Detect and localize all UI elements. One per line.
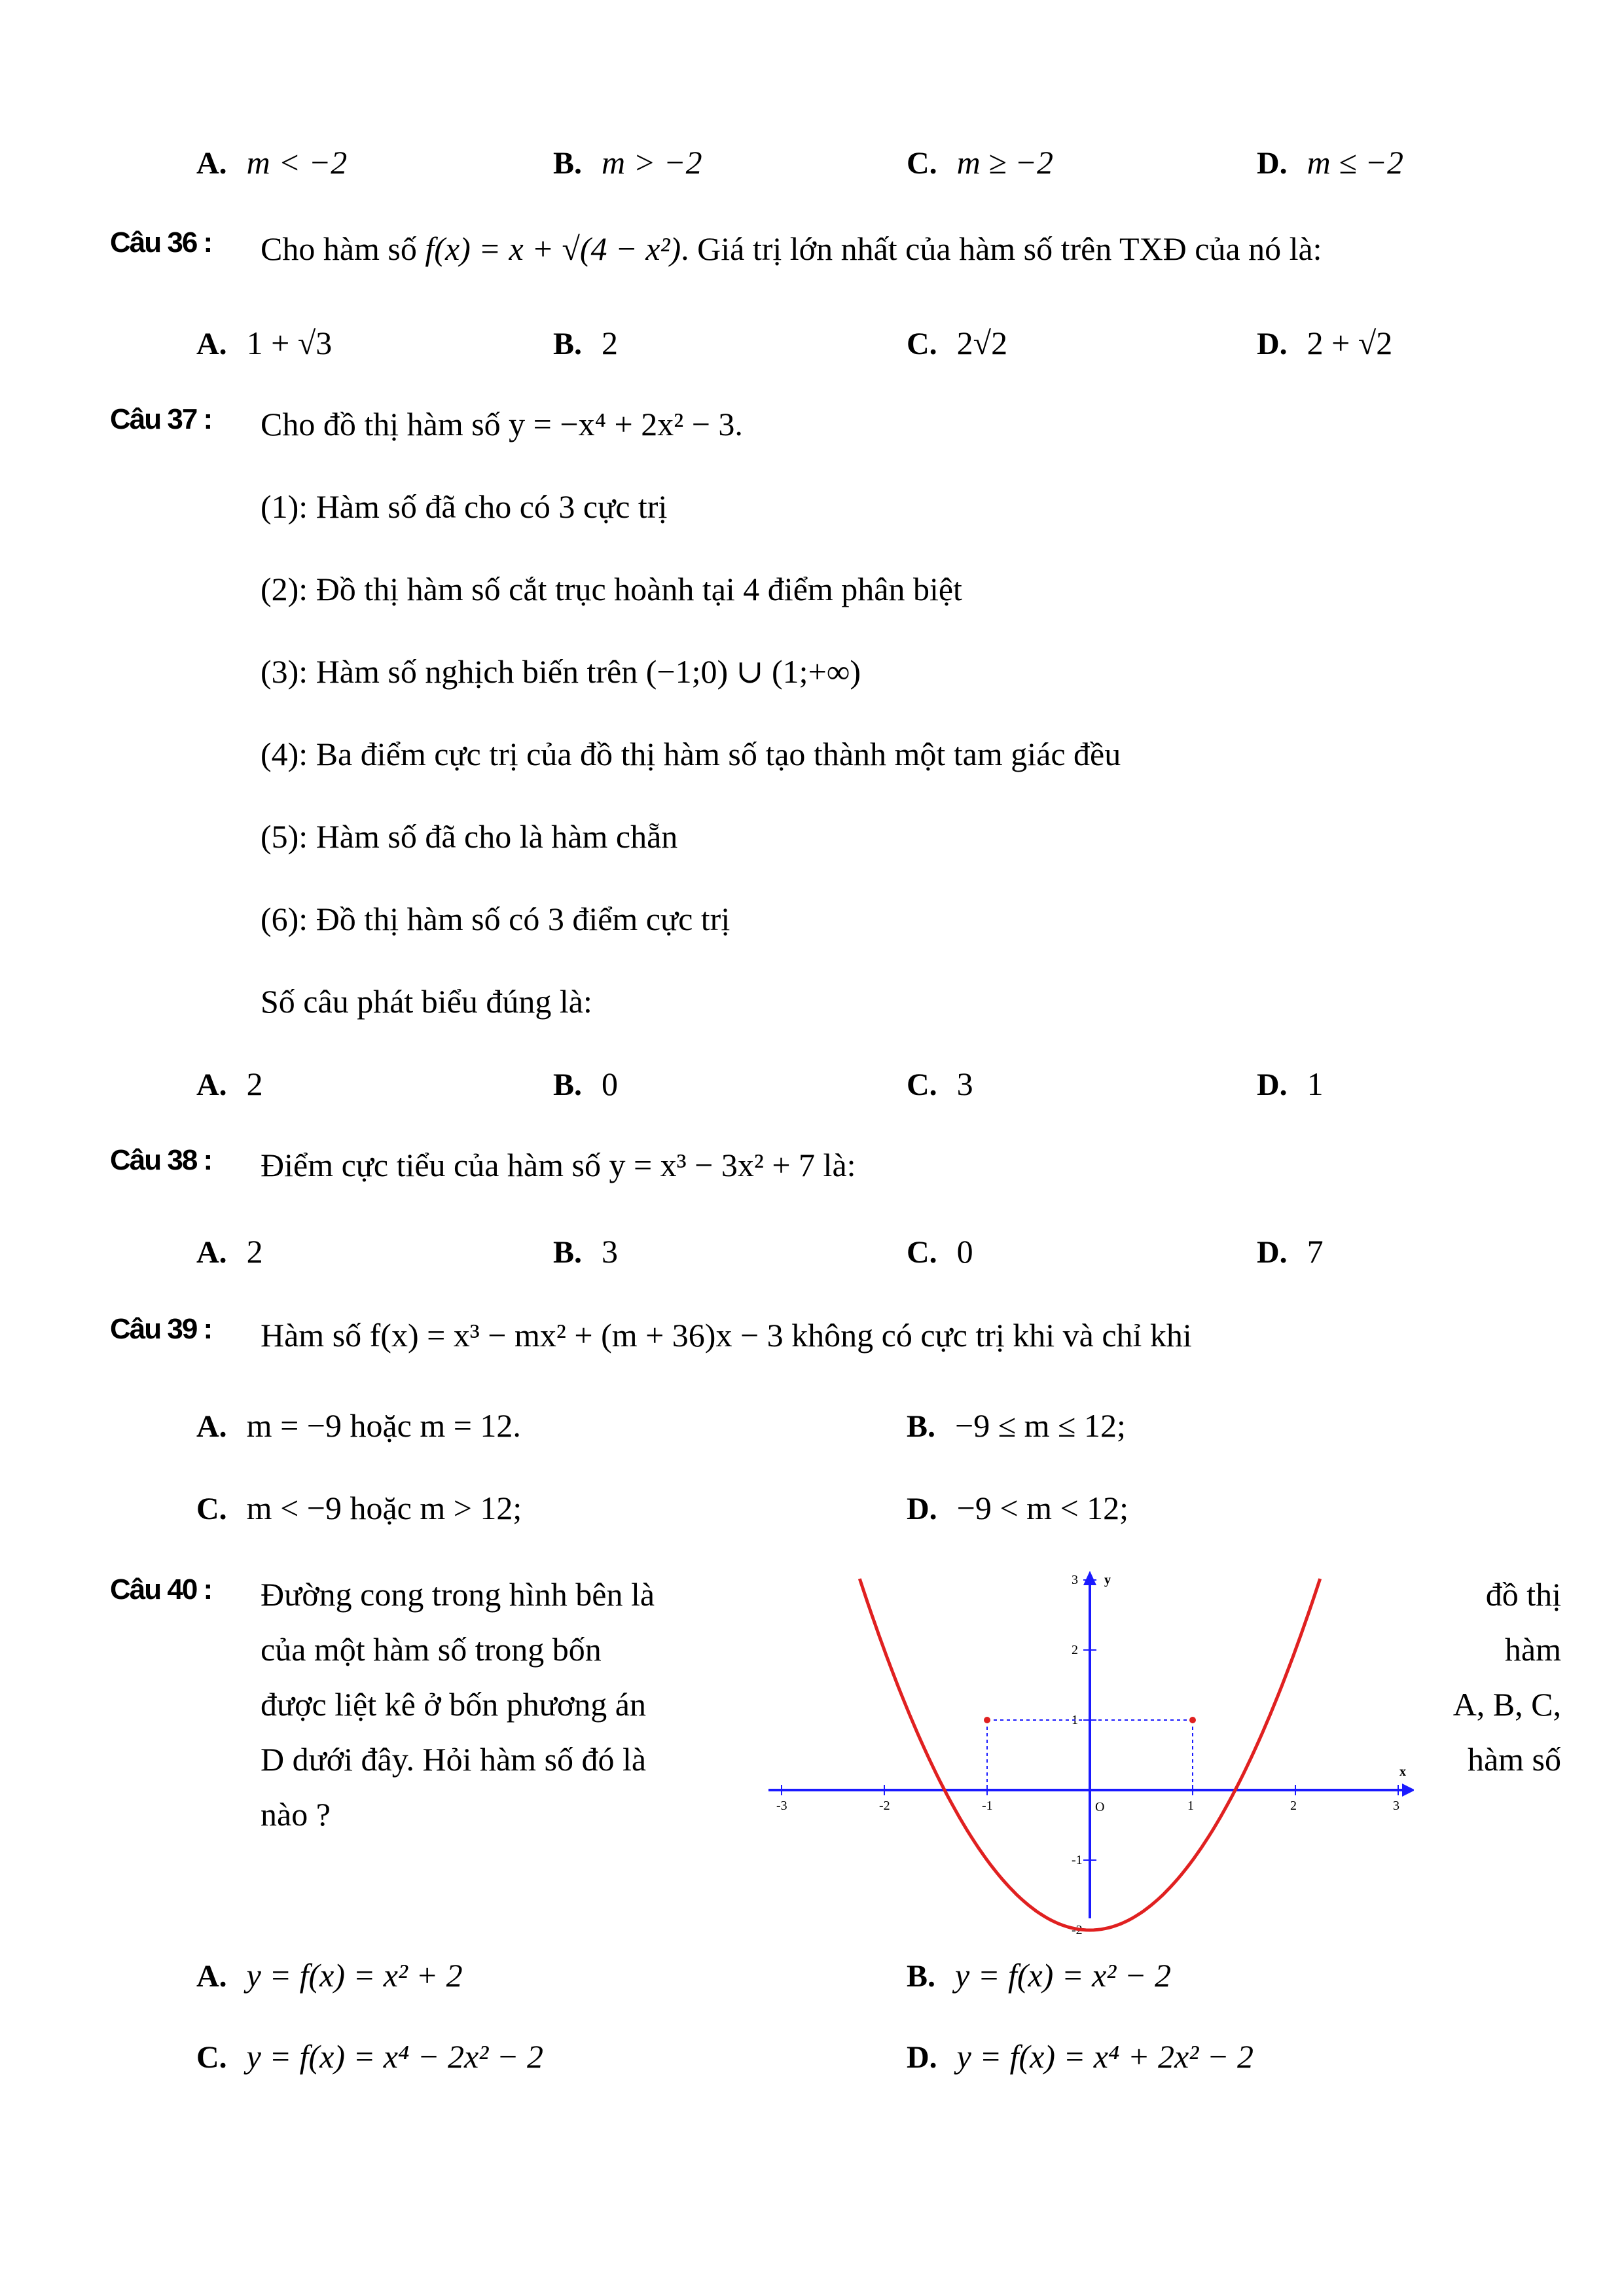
x-tick-label: -2 xyxy=(879,1799,890,1813)
x-tick-label: 1 xyxy=(1187,1799,1194,1813)
option-text: m ≥ −2 xyxy=(956,144,1053,181)
curve-point xyxy=(984,1717,990,1723)
q37-statement-4: (4): Ba điểm cực trị của đồ thị hàm số tạo thành một tam giác đều xyxy=(261,736,1121,772)
q39-option-b[interactable]: B. −9 ≤ m ≤ 12; xyxy=(907,1407,1126,1444)
q40-option-b[interactable]: B. y = f(x) = x² − 2 xyxy=(907,1957,1171,1994)
q37-option-a[interactable]: A. 2 xyxy=(196,1066,263,1102)
q36-option-c[interactable]: C. 2√2 xyxy=(907,325,1008,361)
q37-option-b[interactable]: B. 0 xyxy=(553,1066,619,1102)
y-tick-label: 3 xyxy=(1072,1573,1078,1587)
x-tick-label: -1 xyxy=(982,1799,993,1813)
q37-statement-5: (5): Hàm số đã cho là hàm chẵn xyxy=(261,818,678,855)
q40-option-a[interactable]: A. y = f(x) = x² + 2 xyxy=(196,1957,463,1994)
q37-option-c[interactable]: C. 3 xyxy=(907,1066,973,1102)
q35-option-d[interactable] xyxy=(1257,143,1403,183)
q40-option-d[interactable]: D. y = f(x) = x⁴ + 2x² − 2 xyxy=(907,2038,1254,2075)
option-label: D. xyxy=(1257,146,1288,181)
q36-option-d[interactable]: D. 2 + √2 xyxy=(1257,325,1393,361)
q40-line-2: của một hàm số trong bốn xyxy=(261,1631,602,1668)
q38-number: Câu 38 : xyxy=(110,1144,212,1176)
q37-prompt: Số câu phát biểu đúng là: xyxy=(261,983,592,1020)
q37-statement-2: (2): Đồ thị hàm số cắt trục hoành tại 4 điểm phân biệt xyxy=(261,571,962,607)
y-tick-label: 1 xyxy=(1072,1713,1078,1727)
x-tick-label: 3 xyxy=(1393,1799,1399,1813)
q37-statement-3: (3): Hàm số nghịch biến trên (−1;0) ∪ (1;+∞) xyxy=(261,653,861,690)
option-text: m ≤ −2 xyxy=(1307,144,1403,181)
q40-number: Câu 40 : xyxy=(110,1573,212,1605)
q39-option-c[interactable]: C. m < −9 hoặc m > 12; xyxy=(196,1490,522,1526)
q35-option-a[interactable] xyxy=(196,143,347,183)
q38-option-d[interactable]: D. 7 xyxy=(1257,1233,1324,1270)
q40-line-3: được liệt kê ở bốn phương án xyxy=(261,1686,646,1723)
option-label: C. xyxy=(907,146,937,181)
q40-line-4: D dưới đây. Hỏi hàm số đó là xyxy=(261,1741,647,1778)
q40-option-c[interactable]: C. y = f(x) = x⁴ − 2x² − 2 xyxy=(196,2038,543,2075)
q40-right-4: hàm số xyxy=(1467,1741,1561,1778)
curve-point xyxy=(1189,1717,1196,1723)
q39-option-a[interactable]: A. m = −9 hoặc m = 12. xyxy=(196,1407,521,1444)
q37-stem: Cho đồ thị hàm số y = −x⁴ + 2x² − 3. xyxy=(261,406,743,442)
q40-right-3: A, B, C, xyxy=(1453,1686,1561,1723)
q40-line-5: nào ? xyxy=(261,1796,331,1833)
q39-option-d[interactable]: D. −9 < m < 12; xyxy=(907,1490,1129,1526)
y-axis-arrow xyxy=(1083,1571,1096,1585)
x-axis-arrow xyxy=(1402,1784,1414,1797)
q40-right-1: đồ thị xyxy=(1485,1576,1561,1613)
y-tick-label: -1 xyxy=(1072,1853,1083,1867)
option-text: m < −2 xyxy=(246,144,348,181)
q40-right-2: hàm xyxy=(1504,1631,1561,1668)
q39-number: Câu 39 : xyxy=(110,1313,212,1345)
option-label: B. xyxy=(553,146,583,181)
q36-formula: f(x) = x + √(4 − x²) xyxy=(425,230,681,267)
q37-statement-6: (6): Đồ thị hàm số có 3 điểm cực trị xyxy=(261,901,731,937)
q38-option-c[interactable]: C. 0 xyxy=(907,1233,973,1270)
q37-number: Câu 37 : xyxy=(110,403,212,435)
q38-stem: Điểm cực tiểu của hàm số y = x³ − 3x² + 7 là: xyxy=(261,1147,856,1183)
q36-stem: Cho hàm số f(x) = x + √(4 − x²). Giá trị lớn nhất của hàm số trên TXĐ của nó là: xyxy=(261,230,1322,267)
option-label: A. xyxy=(196,146,227,181)
q39-stem: Hàm số f(x) = x³ − mx² + (m + 36)x − 3 không có cực trị khi và chỉ khi xyxy=(261,1317,1192,1354)
x-tick-label: 2 xyxy=(1290,1799,1297,1813)
q36-option-b[interactable]: B. 2 xyxy=(553,325,619,361)
q38-option-a[interactable]: A. 2 xyxy=(196,1233,263,1270)
y-tick-label: -2 xyxy=(1072,1923,1083,1937)
option-text: m > −2 xyxy=(602,144,702,181)
x-axis-label: x xyxy=(1399,1765,1406,1779)
y-axis-label: y xyxy=(1104,1573,1111,1587)
y-tick-label: 2 xyxy=(1072,1643,1078,1657)
q40-line-1: Đường cong trong hình bên là xyxy=(261,1576,655,1613)
q36-option-a[interactable]: A. 1 + √3 xyxy=(196,325,333,361)
q37-statement-1: (1): Hàm số đã cho có 3 cực trị xyxy=(261,488,668,525)
origin-label: O xyxy=(1095,1800,1105,1814)
q40-graph xyxy=(766,1558,1414,1950)
q37-option-d[interactable]: D. 1 xyxy=(1257,1066,1324,1102)
q36-number: Câu 36 : xyxy=(110,226,212,259)
q38-option-b[interactable]: B. 3 xyxy=(553,1233,619,1270)
q35-option-c[interactable] xyxy=(907,143,1053,183)
x-tick-label: -3 xyxy=(776,1799,787,1813)
q35-option-b[interactable] xyxy=(553,143,702,183)
